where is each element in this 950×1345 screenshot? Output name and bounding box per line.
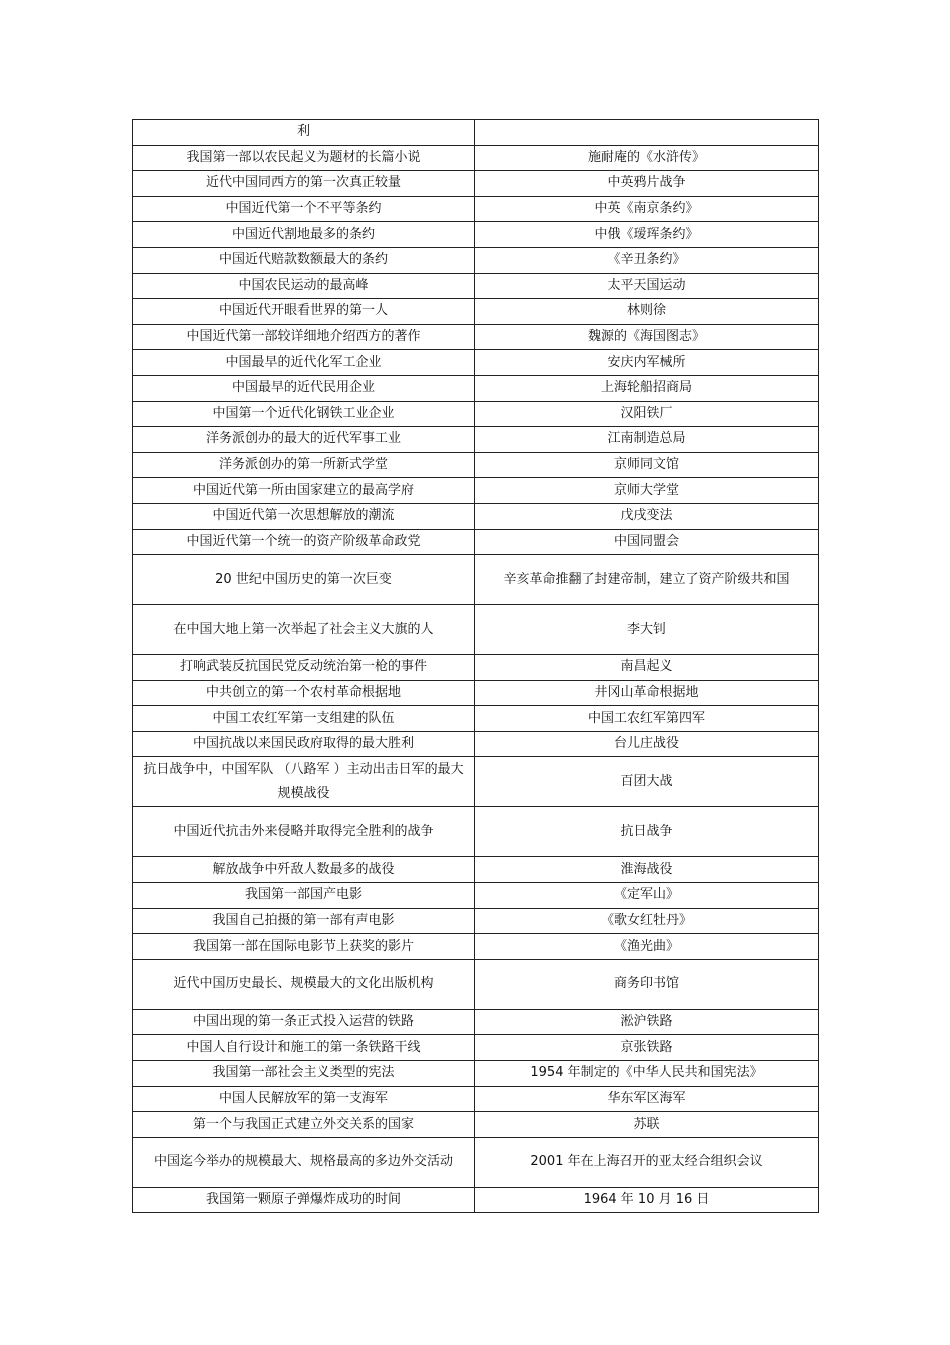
answer-cell: 抗日战争 xyxy=(475,807,819,857)
table-row xyxy=(133,427,819,453)
answer-cell: 苏联 xyxy=(475,1112,819,1138)
answer-cell: 辛亥革命推翻了封建帝制，建立了资产阶级共和国 xyxy=(475,555,819,605)
table-row xyxy=(133,171,819,197)
table-row xyxy=(133,222,819,248)
answer-cell: 施耐庵的《水浒传》 xyxy=(475,145,819,171)
topic-cell: 20 世纪中国历史的第一次巨变 xyxy=(133,555,475,605)
answer-cell: 汉阳铁厂 xyxy=(475,401,819,427)
table-row xyxy=(133,934,819,960)
table-row xyxy=(133,196,819,222)
topic-cell: 中国近代开眼看世界的第一人 xyxy=(133,299,475,325)
topic-cell: 中国近代赔款数额最大的条约 xyxy=(133,247,475,273)
table-row xyxy=(133,1086,819,1112)
facts-table-body xyxy=(133,120,819,1213)
answer-cell: 太平天国运动 xyxy=(475,273,819,299)
topic-cell: 我国第一部在国际电影节上获奖的影片 xyxy=(133,934,475,960)
topic-cell: 中国抗战以来国民政府取得的最大胜利 xyxy=(133,731,475,757)
topic-cell: 近代中国历史最长、规模最大的文化出版机构 xyxy=(133,959,475,1009)
topic-cell: 中国近代第一次思想解放的潮流 xyxy=(133,503,475,529)
answer-cell: 淞沪铁路 xyxy=(475,1009,819,1035)
answer-cell: 华东军区海军 xyxy=(475,1086,819,1112)
answer-cell: 井冈山革命根据地 xyxy=(475,680,819,706)
topic-cell: 第一个与我国正式建立外交关系的国家 xyxy=(133,1112,475,1138)
table-row xyxy=(133,680,819,706)
answer-cell: 中俄《瑷珲条约》 xyxy=(475,222,819,248)
answer-cell: 安庆内军械所 xyxy=(475,350,819,376)
answer-cell: 2001 年在上海召开的亚太经合组织会议 xyxy=(475,1137,819,1187)
answer-cell: 《辛丑条约》 xyxy=(475,247,819,273)
answer-cell: 江南制造总局 xyxy=(475,427,819,453)
topic-cell: 中国农民运动的最高峰 xyxy=(133,273,475,299)
answer-cell: 1964 年 10 月 16 日 xyxy=(475,1187,819,1213)
table-row xyxy=(133,857,819,883)
table-row xyxy=(133,529,819,555)
topic-cell: 近代中国同西方的第一次真正较量 xyxy=(133,171,475,197)
table-row xyxy=(133,908,819,934)
topic-cell: 我国第一颗原子弹爆炸成功的时间 xyxy=(133,1187,475,1213)
answer-cell: 《定军山》 xyxy=(475,883,819,909)
topic-cell: 抗日战争中，中国军队 （八路军 ）主动出击日军的最大规模战役 xyxy=(133,757,475,807)
topic-cell: 我国第一部社会主义类型的宪法 xyxy=(133,1061,475,1087)
table-row xyxy=(133,807,819,857)
answer-cell: 魏源的《海国图志》 xyxy=(475,324,819,350)
table-row xyxy=(133,883,819,909)
answer-cell: 《渔光曲》 xyxy=(475,934,819,960)
table-row xyxy=(133,452,819,478)
table-row xyxy=(133,350,819,376)
topic-cell: 在中国大地上第一次举起了社会主义大旗的人 xyxy=(133,605,475,655)
answer-cell: 林则徐 xyxy=(475,299,819,325)
topic-cell: 中国近代第一个不平等条约 xyxy=(133,196,475,222)
topic-cell: 中国近代第一个统一的资产阶级革命政党 xyxy=(133,529,475,555)
answer-cell: 上海轮船招商局 xyxy=(475,375,819,401)
answer-cell: 戊戌变法 xyxy=(475,503,819,529)
topic-cell: 中国最早的近代化军工企业 xyxy=(133,350,475,376)
answer-cell: 淮海战役 xyxy=(475,857,819,883)
table-row xyxy=(133,959,819,1009)
answer-cell: 中英《南京条约》 xyxy=(475,196,819,222)
answer-cell xyxy=(475,120,819,146)
table-row xyxy=(133,478,819,504)
topic-cell: 中国人自行设计和施工的第一条铁路干线 xyxy=(133,1035,475,1061)
topic-cell: 洋务派创办的最大的近代军事工业 xyxy=(133,427,475,453)
topic-cell: 我国第一部国产电影 xyxy=(133,883,475,909)
table-row xyxy=(133,375,819,401)
answer-cell: 《歌女红牡丹》 xyxy=(475,908,819,934)
answer-cell: 中英鸦片战争 xyxy=(475,171,819,197)
answer-cell: 百团大战 xyxy=(475,757,819,807)
topic-cell: 中国最早的近代民用企业 xyxy=(133,375,475,401)
topic-cell: 中国近代第一所由国家建立的最高学府 xyxy=(133,478,475,504)
table-row xyxy=(133,401,819,427)
table-row xyxy=(133,299,819,325)
topic-cell: 洋务派创办的第一所新式学堂 xyxy=(133,452,475,478)
table-row xyxy=(133,1187,819,1213)
answer-cell: 京师同文馆 xyxy=(475,452,819,478)
table-row xyxy=(133,120,819,146)
topic-cell: 中国出现的第一条正式投入运营的铁路 xyxy=(133,1009,475,1035)
table-row xyxy=(133,731,819,757)
topic-cell: 利 xyxy=(133,120,475,146)
table-row xyxy=(133,1137,819,1187)
table-row xyxy=(133,757,819,807)
facts-table xyxy=(132,119,819,1213)
table-row xyxy=(133,324,819,350)
table-row xyxy=(133,655,819,681)
topic-cell: 我国自己拍摄的第一部有声电影 xyxy=(133,908,475,934)
topic-cell: 解放战争中歼敌人数最多的战役 xyxy=(133,857,475,883)
topic-cell: 中国第一个近代化钢铁工业企业 xyxy=(133,401,475,427)
topic-cell: 我国第一部以农民起义为题材的长篇小说 xyxy=(133,145,475,171)
answer-cell: 台儿庄战役 xyxy=(475,731,819,757)
answer-cell: 中国工农红军第四军 xyxy=(475,706,819,732)
topic-cell: 中国工农红军第一支组建的队伍 xyxy=(133,706,475,732)
table-row xyxy=(133,706,819,732)
answer-cell: 中国同盟会 xyxy=(475,529,819,555)
table-row xyxy=(133,247,819,273)
table-row xyxy=(133,1035,819,1061)
table-row xyxy=(133,1061,819,1087)
table-row xyxy=(133,503,819,529)
table-row xyxy=(133,273,819,299)
answer-cell: 京师大学堂 xyxy=(475,478,819,504)
topic-cell: 中国近代抗击外来侵略并取得完全胜利的战争 xyxy=(133,807,475,857)
topic-cell: 中国近代割地最多的条约 xyxy=(133,222,475,248)
table-row xyxy=(133,1009,819,1035)
table-row xyxy=(133,1112,819,1138)
topic-cell: 中国迄今举办的规模最大、规格最高的多边外交活动 xyxy=(133,1137,475,1187)
table-row xyxy=(133,605,819,655)
answer-cell: 1954 年制定的《中华人民共和国宪法》 xyxy=(475,1061,819,1087)
answer-cell: 南昌起义 xyxy=(475,655,819,681)
answer-cell: 京张铁路 xyxy=(475,1035,819,1061)
answer-cell: 商务印书馆 xyxy=(475,959,819,1009)
topic-cell: 中国近代第一部较详细地介绍西方的著作 xyxy=(133,324,475,350)
topic-cell: 中国人民解放军的第一支海军 xyxy=(133,1086,475,1112)
table-row xyxy=(133,145,819,171)
topic-cell: 打响武装反抗国民党反动统治第一枪的事件 xyxy=(133,655,475,681)
table-row xyxy=(133,555,819,605)
answer-cell: 李大钊 xyxy=(475,605,819,655)
topic-cell: 中共创立的第一个农村革命根据地 xyxy=(133,680,475,706)
